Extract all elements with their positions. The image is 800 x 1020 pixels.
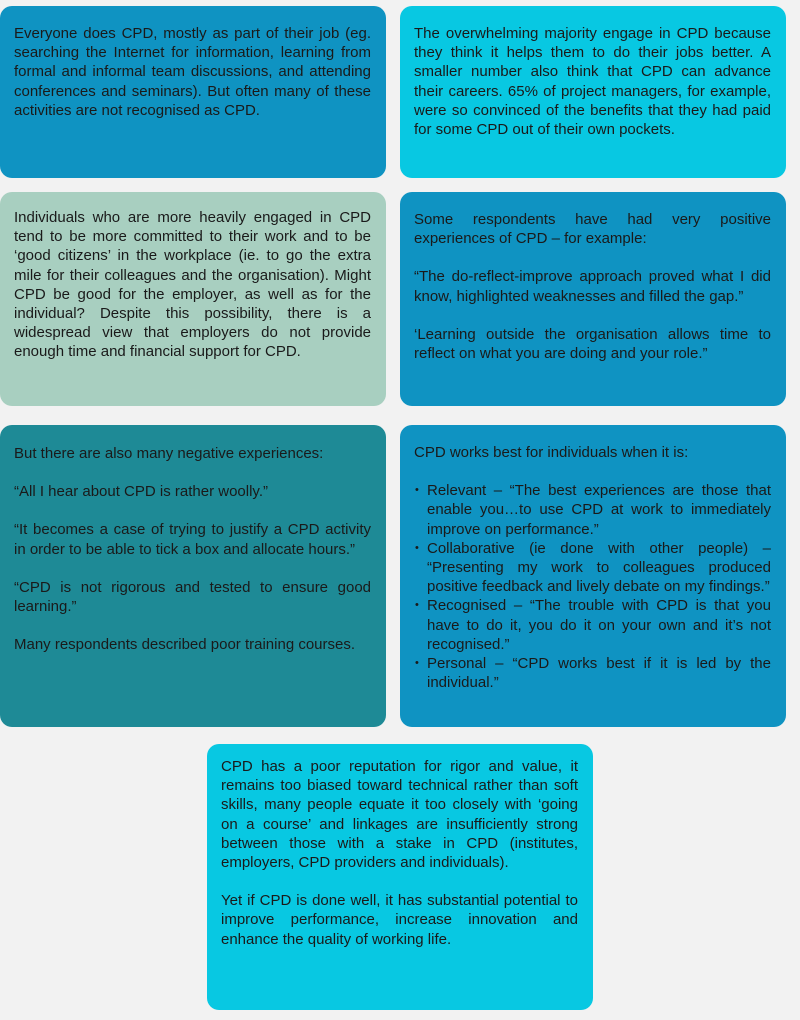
- panel-negative-experiences: [0, 425, 386, 727]
- bullet-list: [414, 481, 771, 692]
- panel-text: CPD has a poor reputation for rigor and value, it remains too biased toward technical rather than soft skills, many people equate it too closely with ‘going on a course’ and linkages are insufficiently strong between those with a stake in CPD (institutes, employers, CPD providers and individuals).: [221, 758, 578, 872]
- list-item: [414, 596, 771, 654]
- list-item: [414, 654, 771, 692]
- quote-text: “CPD is not rigorous and tested to ensure good learning.”: [14, 578, 371, 616]
- panel-positive-experiences: [400, 192, 786, 406]
- panel-cpd-works-best: [400, 425, 786, 727]
- list-item: [414, 481, 771, 539]
- panel-text: The overwhelming majority engage in CPD because they think it helps them to do their jobs better. A smaller number also think that CPD can advance their careers. 65% of project managers, for example, were so convinced of the benefits that they had paid for some CPD out of their own pockets.: [414, 25, 771, 139]
- quote-text: “The do-reflect-improve approach proved what I did know, highlighted weaknesses and filled the gap.”: [414, 268, 771, 305]
- panel-text: Many respondents described poor training courses.: [14, 636, 356, 654]
- panel-text: Some respondents have had very positive experiences of CPD – for example:: [414, 211, 771, 248]
- panel-text: Yet if CPD is done well, it has substantial potential to improve performance, increase innovation and enhance the quality of working life.: [221, 892, 578, 948]
- bullet-text: Relevant – “The best experiences are those that enable you…to use CPD at work to immediately improve on performance.”: [427, 482, 771, 538]
- bullet-text: Collaborative (ie done with other people) – “Presenting my work to colleagues produced positive feedback and lively debate on my findings.”: [427, 539, 771, 596]
- bullet-text: Personal – “CPD works best if it is led by the individual.”: [427, 655, 771, 692]
- panel-conclusion: [207, 744, 593, 1010]
- quote-text: “All I hear about CPD is rather woolly.”: [14, 483, 268, 501]
- panel-cpd-everyone: [0, 6, 386, 178]
- panel-text: But there are also many negative experiences:: [14, 445, 324, 462]
- list-item: [414, 539, 771, 597]
- quote-text: “It becomes a case of trying to justify a CPD activity in order to be able to tick a box and allocate hours.”: [14, 521, 371, 558]
- panel-cpd-engaged-individuals: [0, 192, 386, 406]
- quote-text: ‘Learning outside the organisation allows time to reflect on what you are doing and your role.”: [414, 325, 771, 363]
- panel-text: Individuals who are more heavily engaged in CPD tend to be more committed to their work and to be ‘good citizens’ in the workplace (ie. to go the extra mile for their colleagues and the organisation). Might CPD be good for the employer, as well as for the individual? Despite this possibility, there is a widespread view that employers do not provide enough time and financial support for CPD.: [14, 209, 371, 361]
- panel-text: Everyone does CPD, mostly as part of their job (eg. searching the Internet for information, learning from formal and informal team discussions, and attending conferences and seminars). But often many of these activities are not recognised as CPD.: [14, 25, 371, 119]
- bullet-text: Recognised – “The trouble with CPD is that you have to do it, you do it on your own and it’s not recognised.”: [427, 597, 771, 653]
- panel-intro: CPD works best for individuals when it is:: [414, 444, 689, 461]
- panel-cpd-majority: [400, 6, 786, 178]
